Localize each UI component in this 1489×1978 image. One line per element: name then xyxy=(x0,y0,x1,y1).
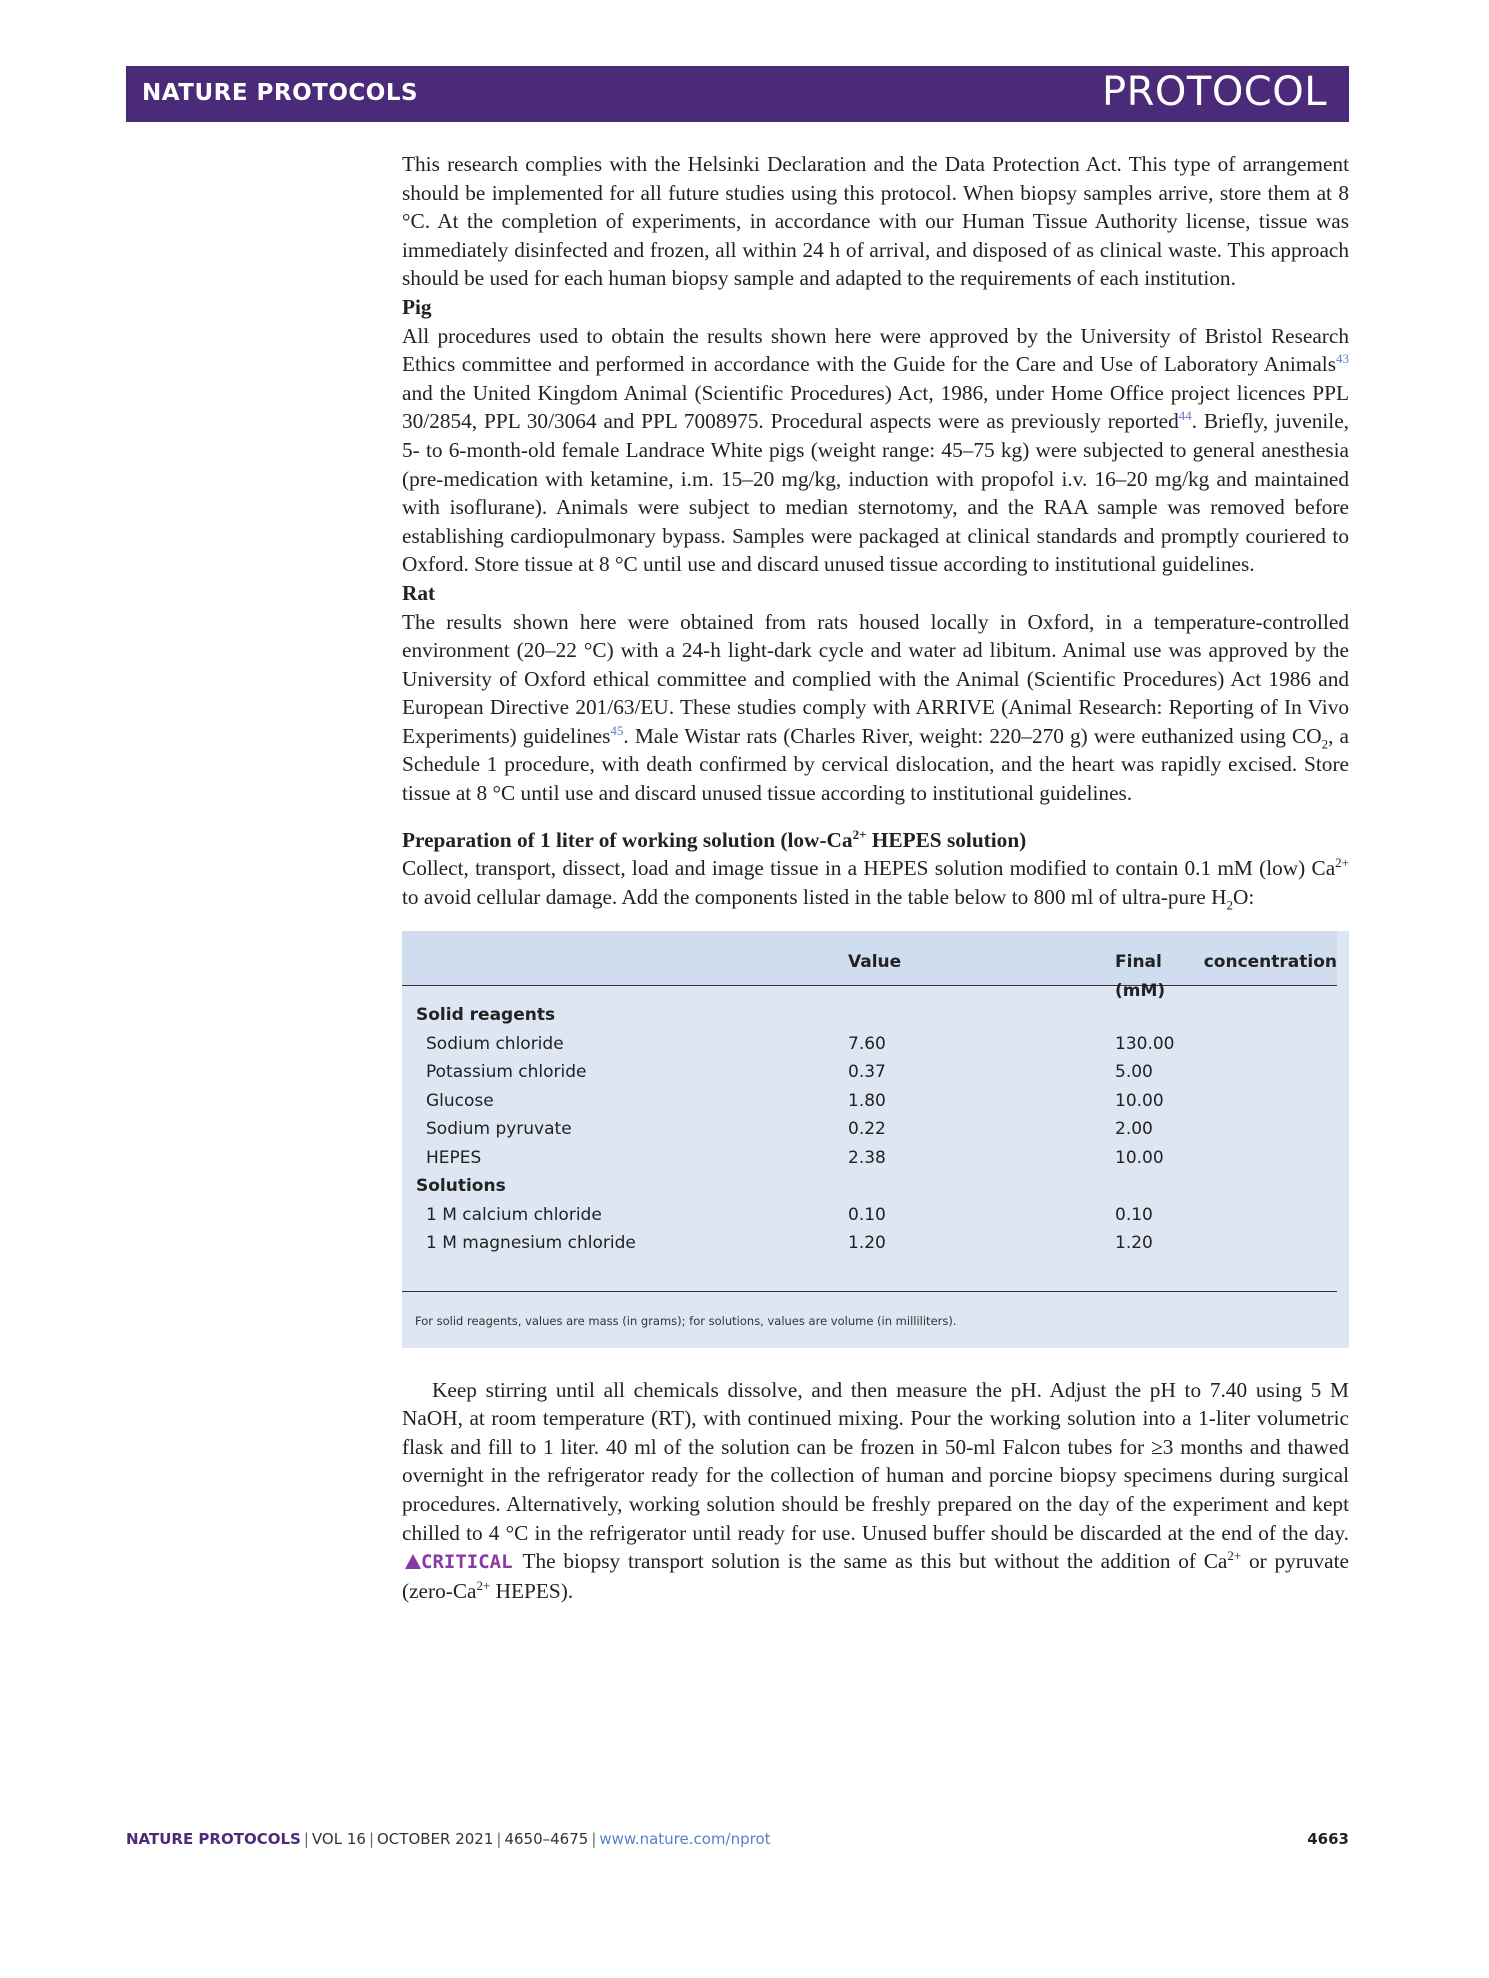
footer-journal: NATURE PROTOCOLS xyxy=(126,1830,301,1848)
main-content xyxy=(402,150,1349,1605)
footer-volume: VOL 16 xyxy=(311,1830,366,1848)
table-row: Sodium chloride 7.60 130.00 xyxy=(426,1033,1175,1054)
reagent-table xyxy=(402,931,1349,1347)
footer-date: OCTOBER 2021 xyxy=(377,1830,494,1848)
column-header-concentration: Final concentration (mM) xyxy=(1115,952,1337,1002)
pig-paragraph: All procedures used to obtain the results shown here were approved by the University of Bristol Research Ethics committee and performed in accordance with the Guide for the Care and Use of Laboratory Animals$^{43}$ and the United Kingdom Animal (Scientific Procedures) Act, 1986, under Home Office project licences PPL 30/2854, PPL 30/3064 and PPL 7008975. Procedural aspects were as previously reported$^{44}$. Briefly, juvenile, 5- to 6-month-old female Landrace White pigs (weight range: 45–75 kg) were subjected to general anesthesia (pre-medication with ketamine, i.m. 15–20 mg/kg, induction with propofol i.v. 16–20 mg/kg and maintained with isoflurane). Animals were subject to median sternotomy, and the RAA sample was removed before establishing cardiopulmonary bypass. Samples were packaged at clinical standards and promptly couriered to Oxford. Store tissue at 8 °C until use and discard unused tissue according to institutional guidelines. xyxy=(402,323,1349,577)
rat-paragraph: The results shown here were obtained from rats housed locally in Oxford, in a temperature-controlled environment (20–22 °C) with a 24-h light-dark cycle and water ad libitum. Animal use was approved by the University of Oxford ethical committee and complied with the Animal (Scientific Procedures) Act 1986 and European Directive 201/63/EU. These studies comply with ARRIVE (Animal Research: Reporting of In Vivo Experiments) guidelines$^{45}$. Male Wistar rats (Charles River, weight: 220–270 g) were euthanized using $CO_2$, a Schedule 1 procedure, with death confirmed by cervical dislocation, and the heart was rapidly excised. Store tissue at 8 °C until use and discard unused tissue according to institutional guidelines. xyxy=(402,609,1350,806)
critical-label: CRITICAL xyxy=(421,1551,513,1574)
journal-name: NATURE PROTOCOLS xyxy=(142,80,419,106)
table-row: HEPES 2.38 10.00 xyxy=(426,1147,1164,1168)
table-footnote: For solid reagents, values are mass (in grams); for solutions, values are volume (in milliliters). xyxy=(415,1313,957,1328)
reference-44[interactable]: 44 xyxy=(1178,408,1192,424)
table-header-row xyxy=(402,931,1337,1002)
table-group-row: Solutions xyxy=(416,1176,506,1197)
page-footer: NATURE PROTOCOLS | VOL 16 | OCTOBER 2021 | 4650–4675 | www.nature.com/nprot 4663 xyxy=(126,1830,1349,1848)
intro-paragraph: This research complies with the Helsinki Declaration and the Data Protection Act. This type of arrangement should be implemented for all future studies using this protocol. When biopsy samples arrive, store them at 8 °C. At the completion of experiments, in accordance with our Human Tissue Authority license, tissue was immediately disinfected and frozen, all within 24 h of arrival, and disposed of as clinical waste. This approach should be used for each human biopsy sample and adapted to the requirements of each institution. xyxy=(402,152,1349,291)
table-row: Glucose 1.80 10.00 xyxy=(426,1090,1164,1111)
column-header-value: Value xyxy=(848,952,902,973)
critical-triangle-icon xyxy=(405,1554,421,1569)
page-number: 4663 xyxy=(1307,1830,1349,1848)
footer-url-link[interactable]: www.nature.com/nprot xyxy=(599,1830,771,1848)
prep-paragraph: Collect, transport, dissect, load and image tissue in a HEPES solution modified to contain 0.1 mM (low) $Ca^{2+}$ to avoid cellular damage. Add the components listed in the table below to 800 ml of ultra-pure $H_2O$: xyxy=(402,855,1349,913)
table-row: 1 M calcium chloride 0.10 0.10 xyxy=(426,1204,1153,1225)
header-bar xyxy=(126,66,1349,122)
table-row: Sodium pyruvate 0.22 2.00 xyxy=(426,1119,1153,1140)
pig-heading: Pig xyxy=(402,294,432,319)
final-paragraph: Keep stirring until all chemicals dissolve, and then measure the pH. Adjust the pH to 7.40 using 5 M NaOH, at room temperature (RT), with continued mixing. Pour the working solution into a 1-liter volumetric flask and fill to 1 liter. 40 ml of the solution can be frozen in 50-ml Falcon tubes for ≥3 months and thawed overnight in the refrigerator ready for the collection of human and porcine biopsy specimens during surgical procedures. Alternatively, working solution should be freshly prepared on the day of the experiment and kept chilled to 4 °C in the refrigerator until ready for use. Unused buffer should be discarded at the end of the day. CRITICAL The biopsy transport solution is the same as this but without the addition of $Ca^{2+}$ or pyruvate ($zero-Ca^{2+}$ HEPES). xyxy=(402,1377,1350,1603)
article-type: PROTOCOL xyxy=(1101,69,1327,115)
reference-43[interactable]: 43 xyxy=(1336,351,1349,367)
reference-45[interactable]: 45 xyxy=(610,722,624,738)
rat-heading: Rat xyxy=(402,580,436,605)
table-group-row: Solid reagents xyxy=(416,1005,556,1026)
prep-heading: Preparation of 1 liter of working solution ($low-Ca^{2+}$ HEPES solution) xyxy=(402,826,1027,852)
table-body xyxy=(402,986,1349,1255)
table-row: 1 M magnesium chloride 1.20 1.20 xyxy=(426,1233,1153,1254)
footer-pages: 4650–4675 xyxy=(504,1830,589,1848)
table-row: Potassium chloride 0.37 5.00 xyxy=(426,1062,1153,1083)
